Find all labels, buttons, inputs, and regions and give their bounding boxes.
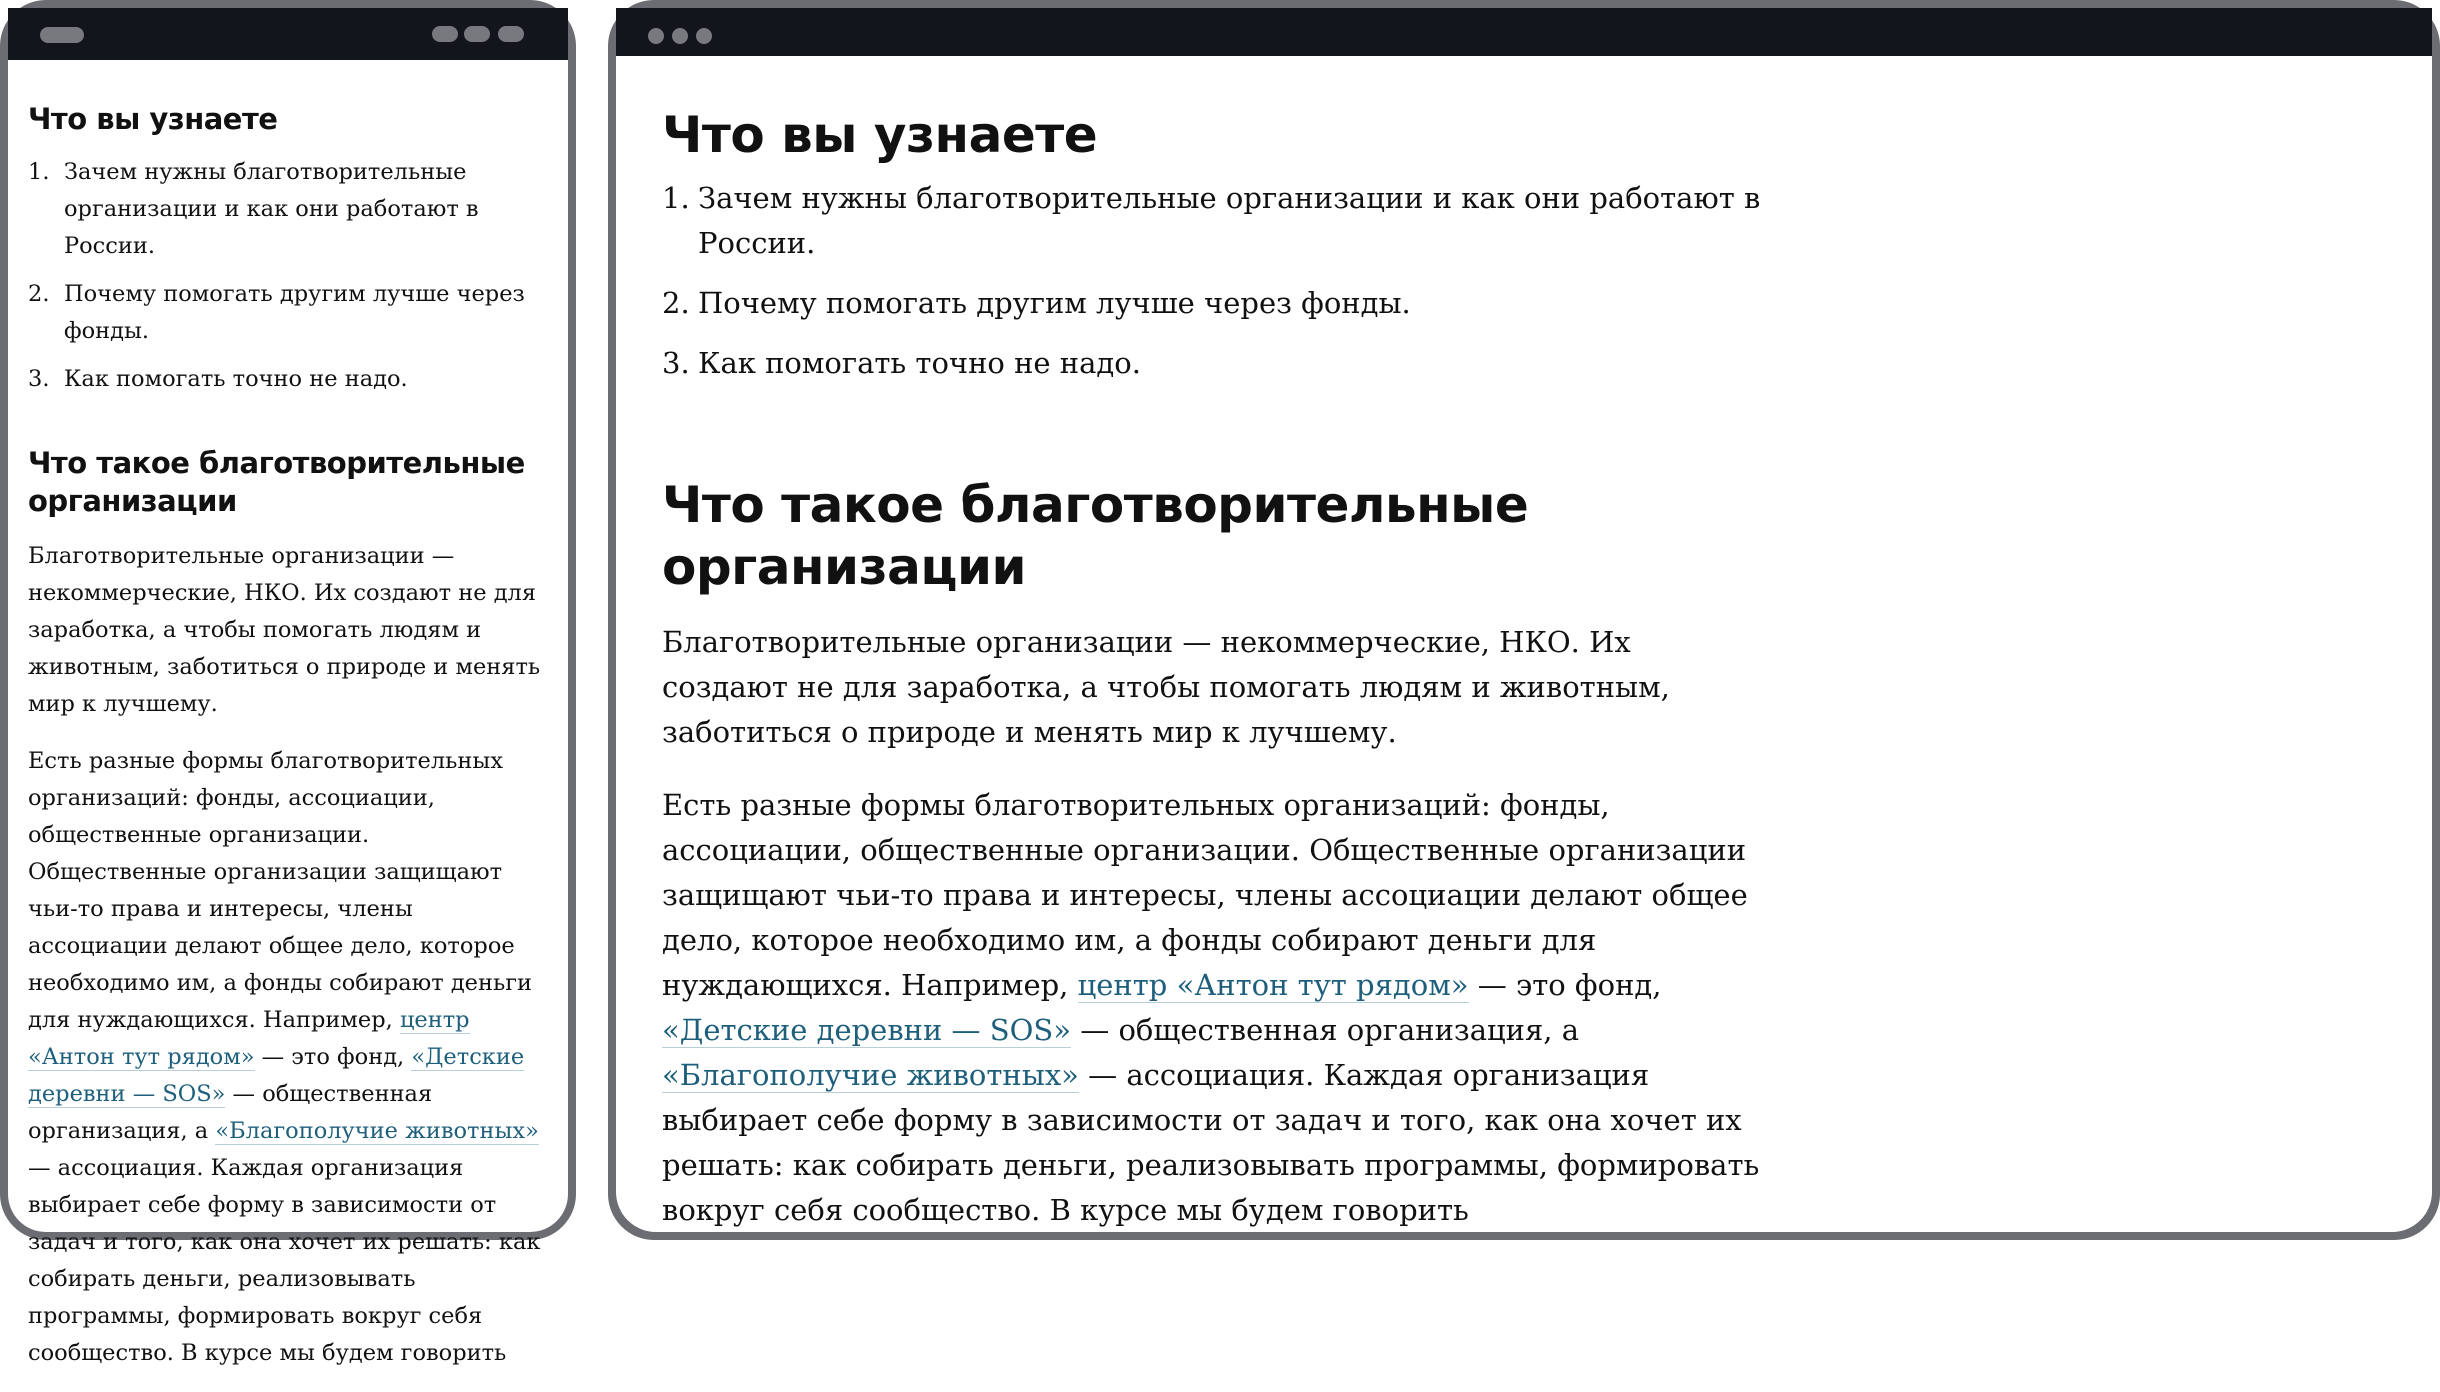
desktop-screen — [616, 8, 2432, 1232]
paragraph-text: Есть разные формы благотворительных организаций: фонды, ассоциации, общественные организации. Общественные организации защищают чьи-то права и интересы, члены ассоциации делают общее дело, которое необходимо им, а фонды собирают деньги для нуждающихся. Например, — [28, 748, 533, 1033]
mobile-device-frame — [0, 0, 576, 1366]
paragraph-text: Есть разные формы благотворительных организаций: фонды, ассоциации, общественные организации. Общественные организации защищают чьи-то права и интересы, члены ассоциации делают общее дело, которое необходимо им, а фонды собирают деньги для нуждающихся. Например, — [662, 788, 1748, 1002]
learn-list-item — [28, 276, 548, 350]
learn-list — [28, 154, 548, 398]
learn-list-item — [662, 281, 1762, 326]
list-item-text: Зачем нужны благотворительные организации и как они работают в России. — [698, 181, 1761, 260]
link-anton-center[interactable]: центр «Антон тут рядом» — [28, 1007, 470, 1070]
list-number: 3. — [28, 366, 50, 392]
mobile-window-control-icon[interactable] — [432, 26, 458, 42]
list-number: 2. — [28, 281, 50, 307]
paragraph-text: — общественная организация, а — [28, 1081, 433, 1144]
mobile-window-titlebar — [8, 8, 568, 60]
list-number: 3. — [662, 346, 690, 380]
learn-list-item — [662, 176, 1762, 266]
list-number: 1. — [28, 159, 50, 185]
paragraph-forms — [662, 783, 1762, 1233]
desktop-article — [662, 104, 1762, 1261]
mobile-window-control-icon[interactable] — [498, 26, 524, 42]
paragraph-intro: Благотворительные организации — некоммерческие, НКО. Их создают не для заработка, а чтобы помогать людям и животным, заботиться о природе и менять мир к лучшему. — [28, 543, 541, 717]
paragraph-text: — общественная организация, а — [1071, 1013, 1580, 1047]
desktop-device-frame — [608, 0, 2440, 1240]
list-number: 1. — [662, 181, 690, 215]
desktop-window-titlebar — [616, 8, 2432, 56]
list-item-text: Почему помогать другим лучше через фонды. — [64, 281, 525, 344]
mobile-menu-pill-icon[interactable] — [40, 27, 84, 43]
learn-list-item — [662, 341, 1762, 386]
list-item-text: Зачем нужны благотворительные организации и как они работают в России. — [64, 159, 479, 259]
list-item-text: Почему помогать другим лучше через фонды. — [698, 286, 1411, 320]
section-heading: Что такое благотворительные организации — [28, 446, 525, 518]
mobile-screen — [8, 8, 568, 1366]
window-close-icon[interactable] — [648, 28, 664, 44]
link-sos-villages[interactable]: «Детские деревни — SOS» — [28, 1044, 525, 1107]
mobile-window-control-icon[interactable] — [464, 26, 490, 42]
section-heading: Что такое благотворительные организации — [662, 476, 1529, 596]
window-minimize-icon[interactable] — [672, 28, 688, 44]
link-sos-villages[interactable]: «Детские деревни — SOS» — [662, 1013, 1072, 1047]
learn-heading: Что вы узнаете — [662, 106, 1098, 164]
paragraph-text: — это фонд, — [1468, 968, 1662, 1002]
link-anton-center[interactable]: центр «Антон тут рядом» — [1077, 968, 1469, 1002]
paragraph-forms — [28, 743, 548, 1372]
paragraph-intro: Благотворительные организации — некоммерческие, НКО. Их создают не для заработка, а чтобы помогать людям и животным, заботиться о природе и менять мир к лучшему. — [662, 625, 1670, 749]
paragraph-text: — ассоциация. Каждая организация выбирает себе форму в зависимости от задач и того, как она хочет их решать: как собирать деньги, реализовывать программы, формировать вокруг себя сообщество. В курсе мы будем говорить — [662, 1058, 1760, 1227]
list-number: 2. — [662, 286, 690, 320]
learn-list-item — [28, 361, 548, 398]
link-animal-welfare[interactable]: «Благополучие животных» — [662, 1058, 1079, 1092]
paragraph-text: — это фонд, — [254, 1044, 412, 1070]
paragraph-text: — ассоциация. Каждая организация выбирает себе форму в зависимости от задач и того, как она хочет их решать: как собирать деньги, реализовывать программы, формировать вокруг себя сообщество. В курсе мы будем говорить — [28, 1155, 541, 1366]
mobile-article — [28, 100, 548, 1392]
list-item-text: Как помогать точно не надо. — [698, 346, 1141, 380]
window-maximize-icon[interactable] — [696, 28, 712, 44]
learn-list-item — [28, 154, 548, 265]
link-animal-welfare[interactable]: «Благополучие животных» — [215, 1118, 539, 1144]
list-item-text: Как помогать точно не надо. — [64, 366, 408, 392]
learn-list — [662, 176, 1762, 386]
learn-heading: Что вы узнаете — [28, 102, 278, 136]
